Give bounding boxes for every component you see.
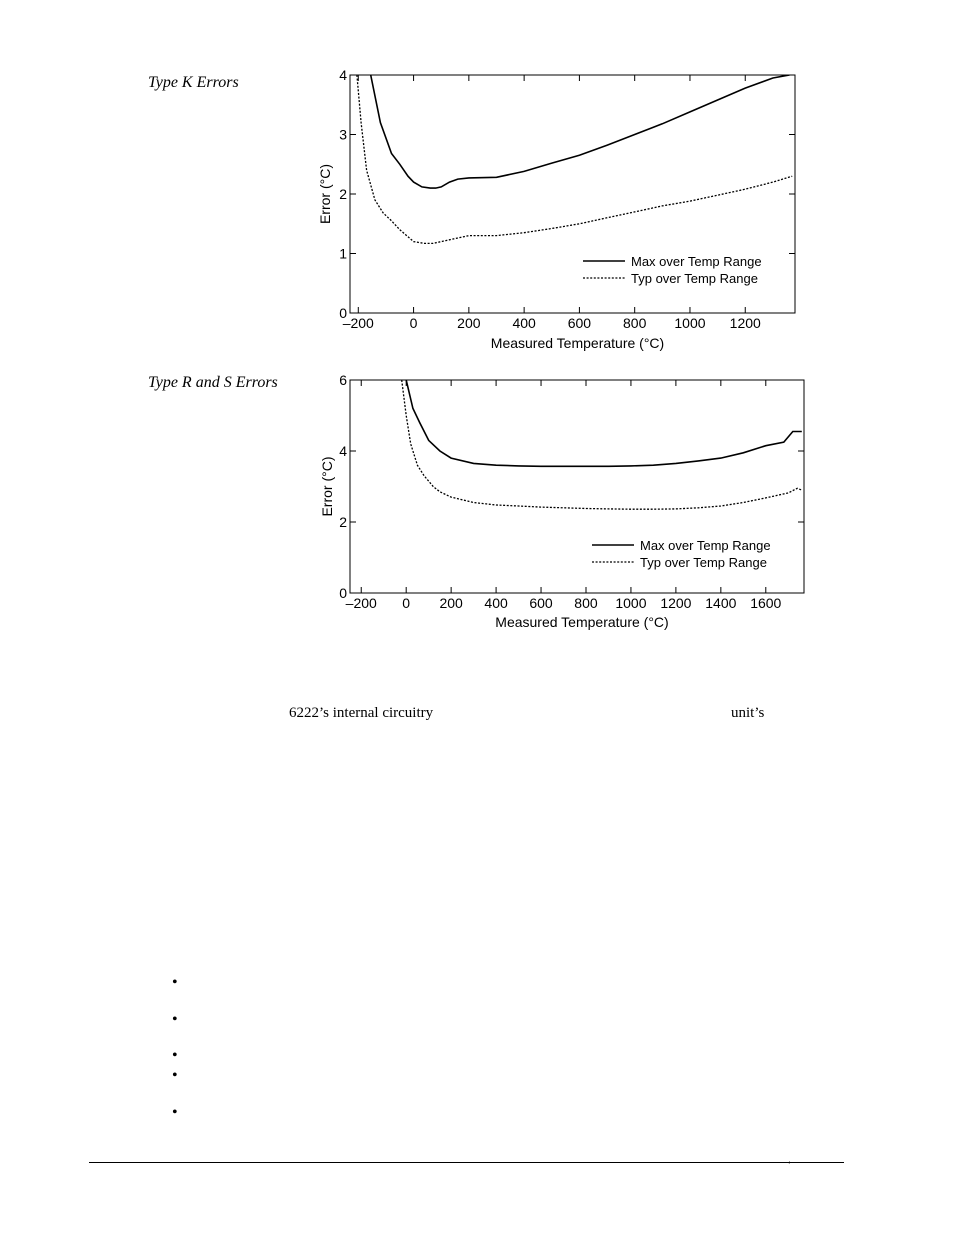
x-axis-title: Measured Temperature (°C) <box>495 614 669 630</box>
y-axis-title: Error (°C) <box>317 163 333 225</box>
x-tick-label: –200 <box>345 595 377 611</box>
x-tick-label: 1200 <box>729 315 761 331</box>
y-tick-label: 0 <box>339 305 347 321</box>
x-tick-label: 600 <box>529 595 553 611</box>
x-tick-label: 1600 <box>750 595 782 611</box>
bullet-marker: • <box>172 974 178 991</box>
x-tick-label: 600 <box>567 315 592 331</box>
y-tick-label: 6 <box>339 372 347 388</box>
x-tick-label: 1400 <box>705 595 737 611</box>
y-tick-label: 4 <box>339 67 347 83</box>
x-tick-label: 1000 <box>674 315 706 331</box>
footer-mark: ’ <box>788 1160 791 1170</box>
x-tick-label: 400 <box>512 315 536 331</box>
x-tick-label: –200 <box>342 315 374 331</box>
legend-label: Max over Temp Range <box>631 254 762 269</box>
legend-label: Typ over Temp Range <box>640 555 767 570</box>
y-tick-label: 3 <box>339 126 347 143</box>
bullet-marker: • <box>172 1011 178 1028</box>
bullet-marker: • <box>172 1067 178 1084</box>
body-text-fragment-1: 6222’s internal circuitry <box>289 705 434 721</box>
body-text-fragment-2: unit’s <box>731 705 765 721</box>
typ-series-line <box>402 380 802 509</box>
y-tick-label: 2 <box>339 186 347 202</box>
footer-rule <box>89 1162 844 1163</box>
legend-label: Max over Temp Range <box>640 538 771 553</box>
y-tick-label: 4 <box>339 443 347 459</box>
legend-label: Typ over Temp Range <box>631 271 758 286</box>
x-tick-label: 1000 <box>615 595 647 611</box>
y-tick-label: 2 <box>339 514 347 530</box>
x-tick-label: 800 <box>574 595 598 611</box>
type-k-errors-heading: Type K Errors <box>148 74 239 91</box>
x-tick-label: 200 <box>457 315 481 331</box>
bullet-marker: • <box>172 1047 178 1064</box>
x-tick-label: 200 <box>439 595 463 611</box>
x-tick-label: 1200 <box>660 595 692 611</box>
max-series-line <box>406 380 802 466</box>
x-tick-label: 0 <box>402 595 411 611</box>
y-axis-title: Error (°C) <box>319 456 335 517</box>
x-tick-label: 0 <box>409 315 418 331</box>
type-rs-errors-heading: Type R and S Errors <box>148 374 278 391</box>
x-tick-label: 800 <box>623 315 647 331</box>
x-tick-label: 400 <box>484 595 508 611</box>
y-tick-label: 1 <box>339 245 347 262</box>
y-tick-label: 0 <box>339 585 347 601</box>
x-axis-title: Measured Temperature (°C) <box>490 335 665 351</box>
bullet-marker: • <box>172 1104 178 1121</box>
